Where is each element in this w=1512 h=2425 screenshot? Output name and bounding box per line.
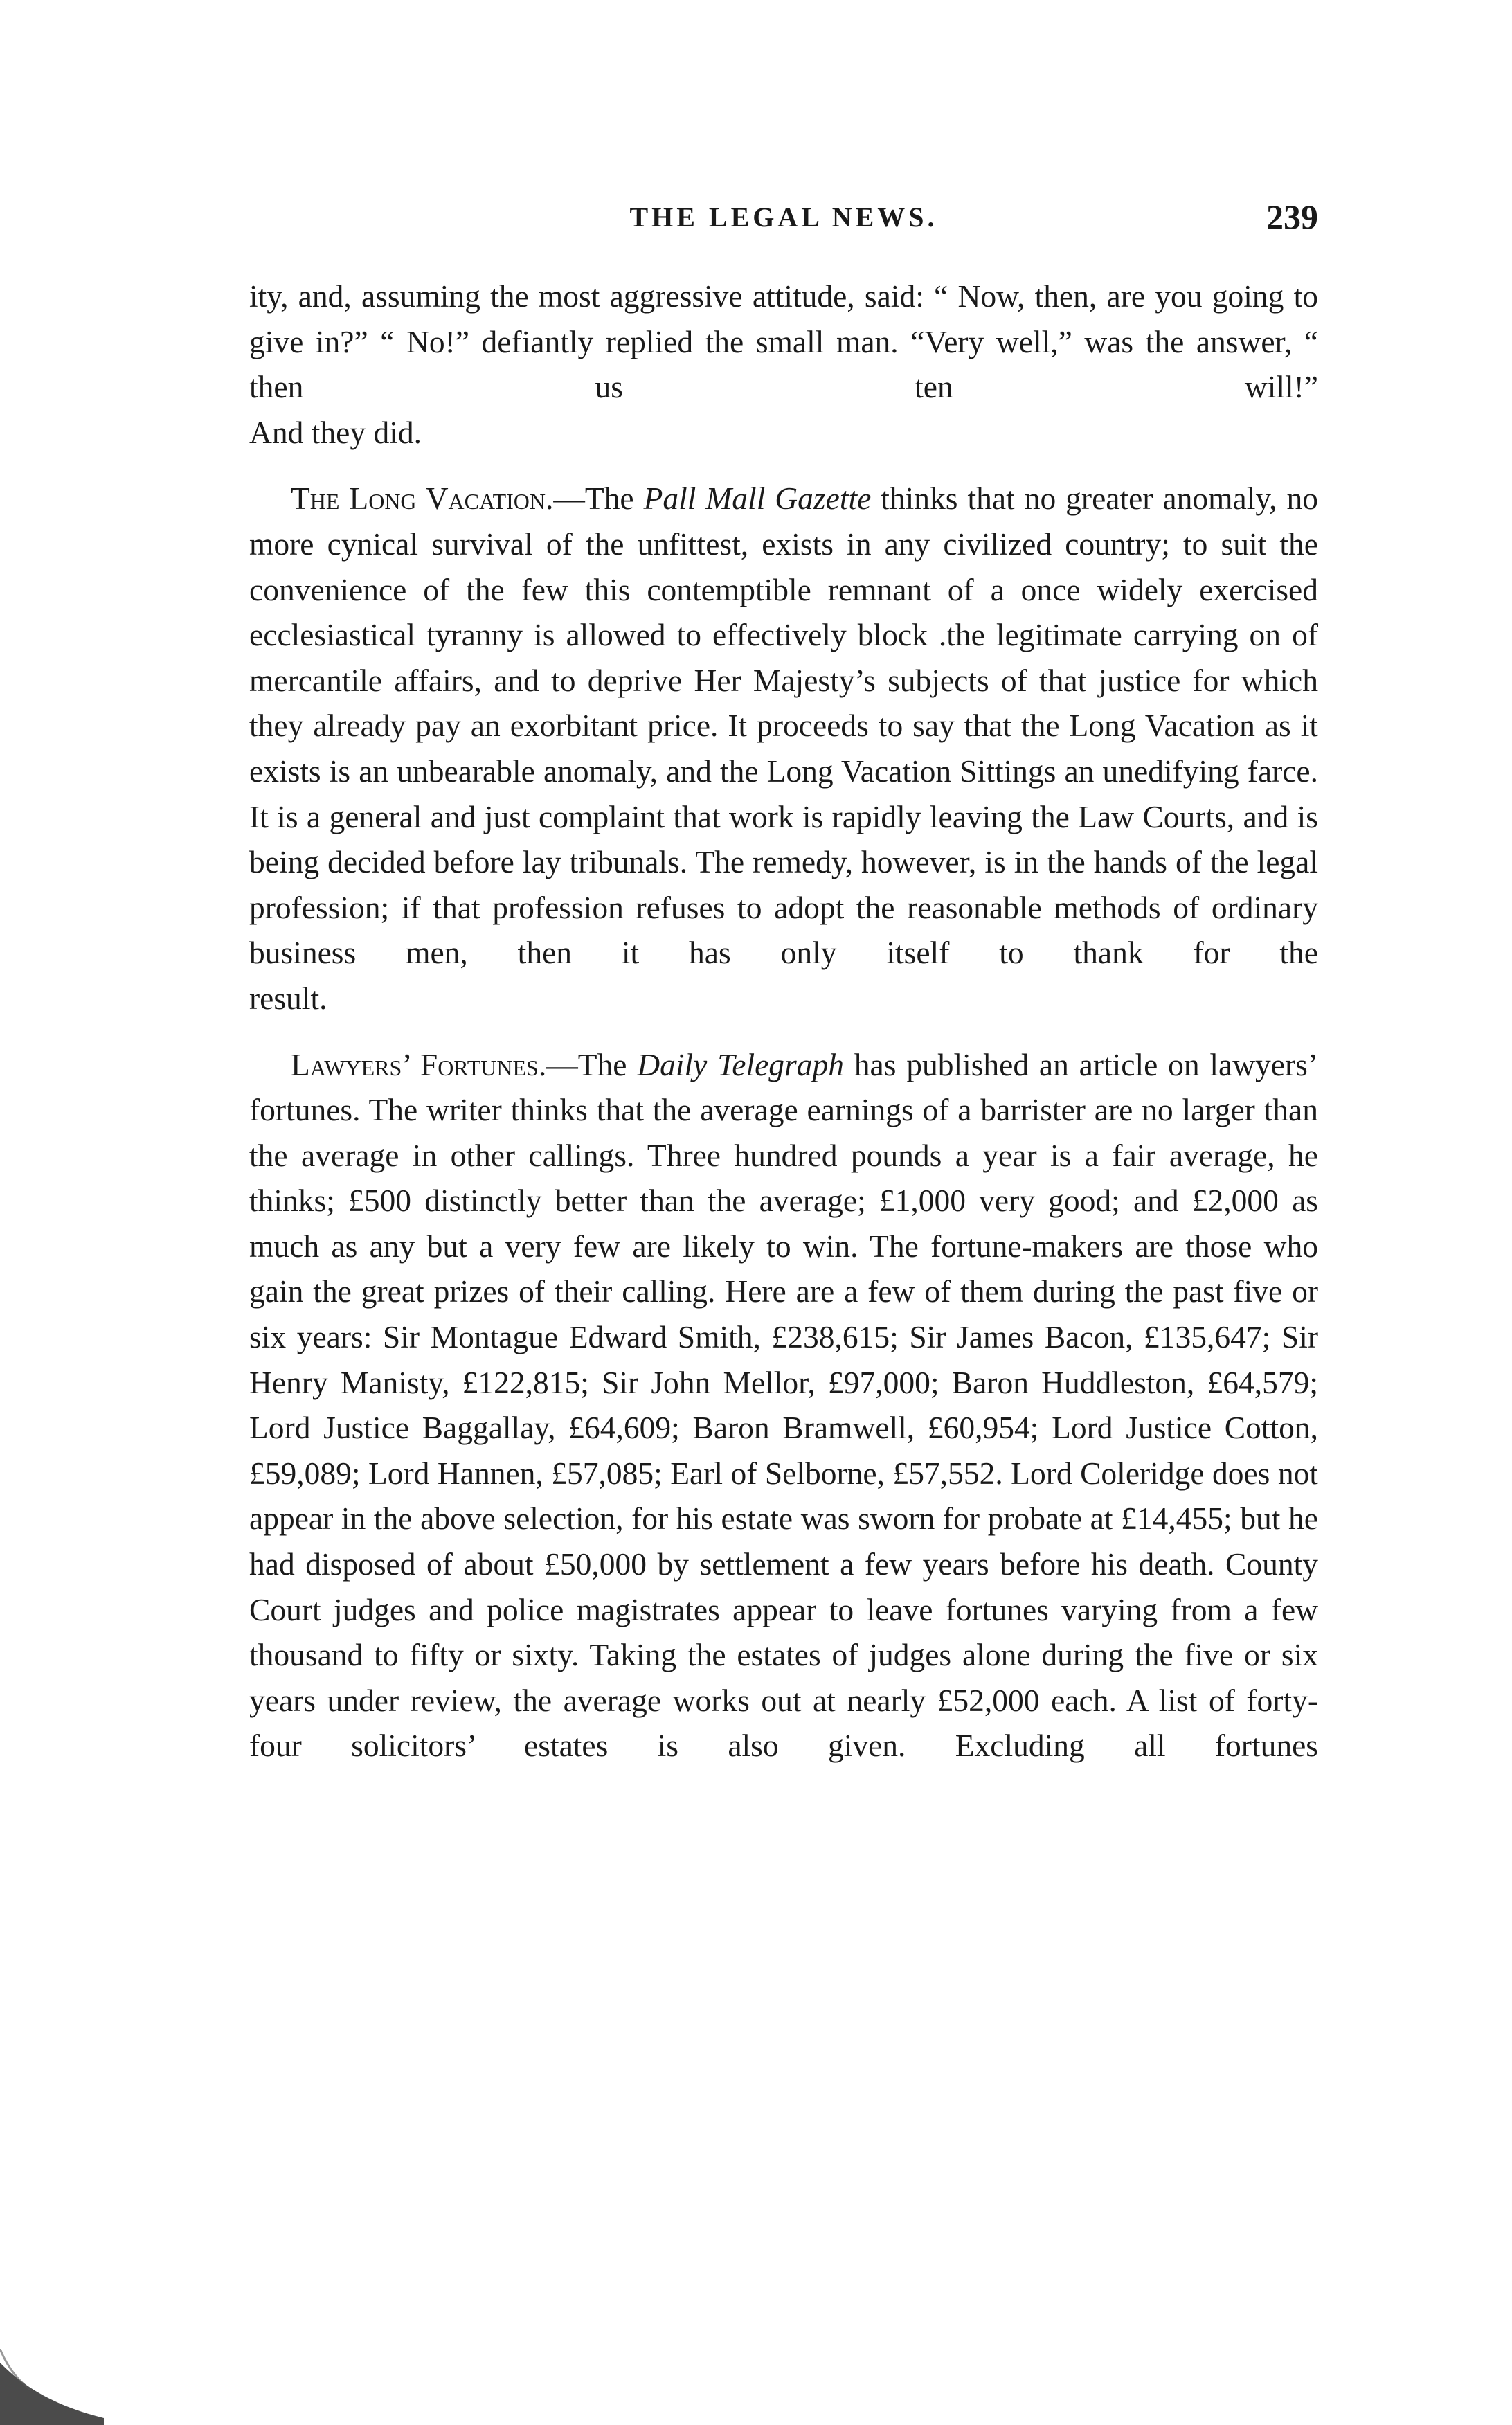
- section-heading-lawyers-fortunes: Lawyers’ Fortunes.: [291, 1046, 547, 1082]
- section-heading-long-vacation: The Long Vacation.: [291, 481, 554, 517]
- paragraph-continuation: [249, 274, 1318, 455]
- heading-dash: —The: [553, 481, 644, 517]
- paragraph-long-vacation-text: thinks that no greater anomaly, no more cynical survival of the unfittest, exists in any civilized country; to suit the convenience of the few this contemptible remnant of a once widely exercised ecclesiastical tyranny is allowed to effectively block .the legitimate carrying on of mercantile affairs, and to deprive Her Majesty’s subjects of that justice for which they already pay an exorbitant price. It proceeds to say that the Long Vacation as it exists is an unbearable anomaly, and the Long Vacation Sittings an unedifying farce. It is a general and just complaint that work is rapidly leaving the Law Courts, and is being decided before lay tribunals. The remedy, however, is in the hands of the legal profession; if that profession refuses to adopt the reasonable methods of ordinary business men, then it has only itself to thank for the: [249, 481, 1318, 971]
- heading-dash: —The: [546, 1046, 638, 1082]
- paragraph-continuation-text: ity, and, assuming the most aggressive attitude, said: “ Now, then, are you going to give in?” “ No!” defiantly replied the small man. “Very well,” was the answer, “ then us ten will!”: [249, 278, 1318, 405]
- paragraph-lawyers-fortunes-text: has published an article on lawyers’ fortunes. The writer thinks that the average earnings of a barrister are no larger than the average in other callings. Three hundred pounds a year is a fair average, he thinks; £500 distinctly better than the average; £1,000 very good; and £2,000 as much as any but a very few are likely to win. The fortune-makers are those who gain the great prizes of their calling. Here are a few of them during the past five or six years: Sir Montague Edward Smith, £238,615; Sir James Bacon, £135,647; Sir Henry Manisty, £122,815; Sir John Mellor, £97,000; Baron Huddleston, £64,579; Lord Justice Baggallay, £64,609; Baron Bramwell, £60,954; Lord Justice Cotton, £59,089; Lord Hannen, £57,085; Earl of Selborne, £57,552. Lord Coleridge does not appear in the above selection, for his estate was sworn for probate at £14,455; but he had disposed of about £50,000 by settlement a few years before his death. County Court judges and police magistrates appear to leave fortunes varying from a few thousand to fifty or sixty. Taking the estates of judges alone during the five or six years under review, the average works out at nearly £52,000 each. A list of forty-four solicitors’ estates is also given. Excluding all fortunes: [249, 1046, 1319, 1764]
- paragraph-continuation-last-line: And they did.: [249, 414, 422, 450]
- page-edge-shadow: [0, 2349, 104, 2425]
- source-title-daily-telegraph: Daily Telegraph: [637, 1046, 844, 1082]
- paragraph-lawyers-fortunes: [249, 1042, 1318, 1769]
- page-number: 239: [1266, 197, 1318, 236]
- paragraph-long-vacation: [249, 476, 1318, 1021]
- text-column: [249, 274, 1318, 1769]
- running-head: THE LEGAL NEWS.: [629, 202, 938, 233]
- paragraph-long-vacation-last-line: result.: [249, 980, 327, 1016]
- page-header: [249, 197, 1318, 249]
- source-title-pall-mall-gazette: Pall Mall Gazette: [643, 481, 872, 517]
